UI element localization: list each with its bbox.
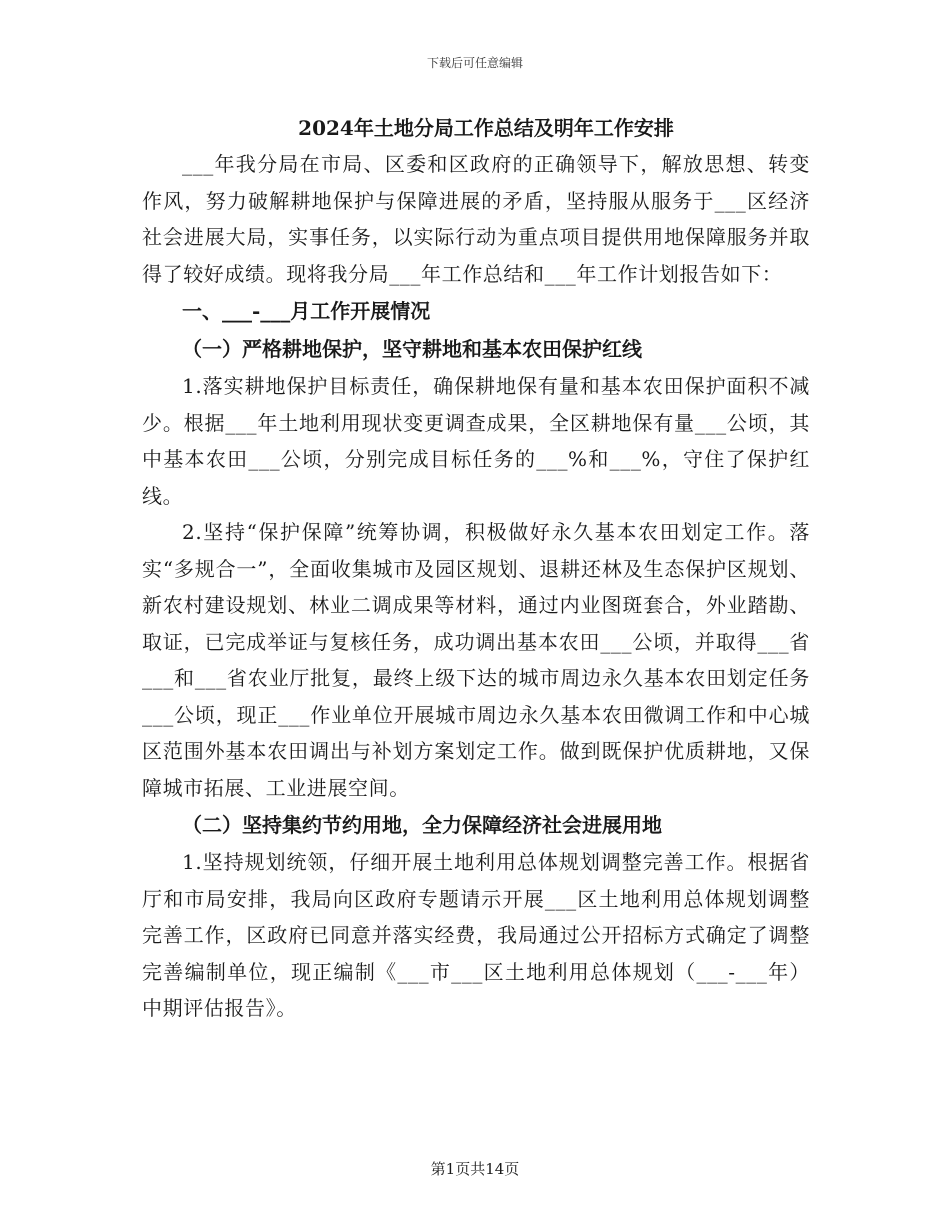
paragraph-2-1: 1.坚持规划统领，仔细开展土地利用总体规划调整完善工作。根据省厅和市局安排，我局向区政府专题请示开展___区土地利用总体规划调整完善工作，区政府已同意并落实经费，我局通过公开招标方式确定了调整完善编制单位，现正编制《___市___区土地利用总体规划（___-___年）中期评估报告》。	[142, 850, 810, 1020]
section-heading-1: 一、___-___月工作开展情况	[182, 299, 431, 323]
document-title: 2024年土地分局工作总结及明年工作安排	[298, 116, 674, 140]
paragraph-1-2: 2.坚持“保护保障”统筹协调，积极做好永久基本农田划定工作。落实“多规合一”，全面收集城市及园区规划、退耕还林及生态保护区规划、新农村建设规划、林业二调成果等材料，通过内业图斑套合，外业踏勘、取证，已完成举证与复核任务，成功调出基本农田___公顷，并取得___省___和___省农业厅批复，最终上级下达的城市周边永久基本农田划定任务___公顷，现正___作业单位开展城市周边永久基本农田微调工作和中心城区范围外基本农田调出与补划方案划定工作。做到既保护优质耕地，又保障城市拓展、工业进展空间。	[142, 520, 810, 800]
subsection-heading-1: （一）严格耕地保护，坚守耕地和基本农田保护红线	[182, 337, 642, 361]
header-note: 下载后可任意编辑	[426, 56, 523, 70]
subsection-heading-2: （二）坚持集约节约用地，全力保障经济社会进展用地	[182, 813, 662, 837]
page-number: 第1页共14页	[430, 1160, 520, 1178]
paragraph-1-1: 1.落实耕地保护目标责任，确保耕地保有量和基本农田保护面积不减少。根据___年土地利用现状变更调查成果，全区耕地保有量___公顷，其中基本农田___公顷，分别完成目标任务的___%和___%，守住了保护红线。	[142, 374, 810, 508]
document-body	[142, 110, 810, 1027]
intro-paragraph: ___年我分局在市局、区委和区政府的正确领导下，解放思想、转变作风，努力破解耕地保护与保障进展的矛盾，坚持服从服务于___区经济社会进展大局，实事任务，以实际行动为重点项目提供用地保障服务并取得了较好成绩。现将我分局___年工作总结和___年工作计划报告如下：	[142, 152, 810, 286]
